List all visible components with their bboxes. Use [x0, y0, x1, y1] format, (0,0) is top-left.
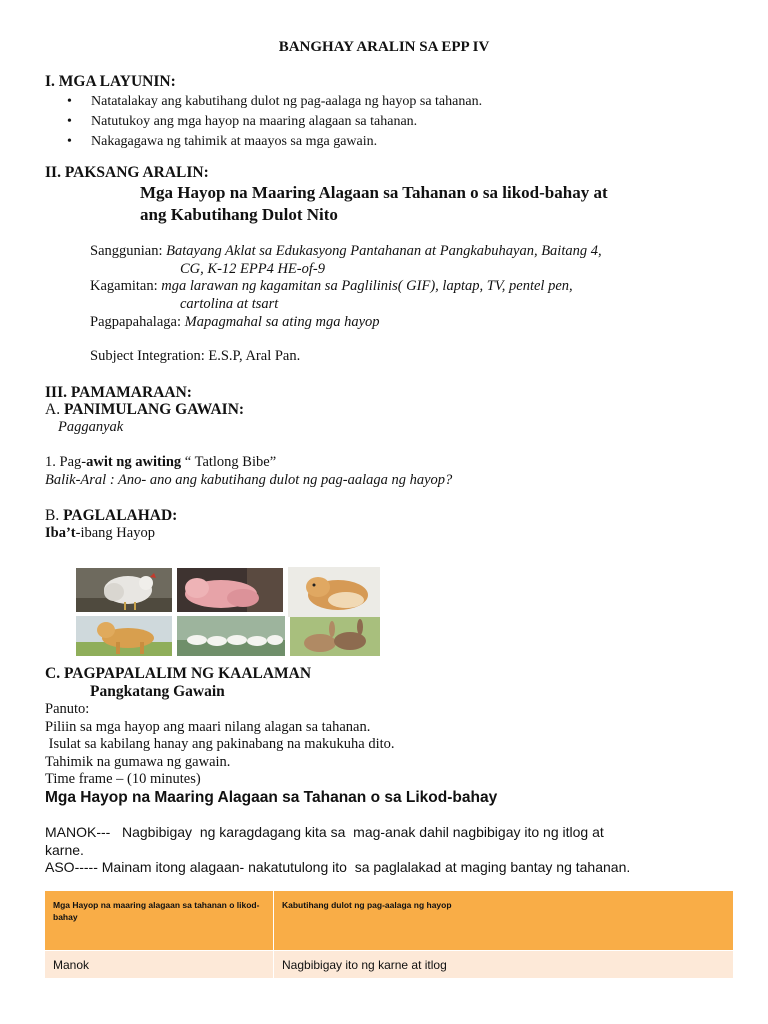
objective-item: • Natatalakay ang kabutihang dulot ng pag-aalaga ng hayop sa tahanan. [67, 92, 482, 112]
balik-aral: Balik-Aral : Ano- ano ang kabutihang dulot ng pag-aalaga ng hayop? [45, 472, 453, 488]
dog-photo [76, 616, 172, 656]
sanggunian-row [90, 243, 602, 260]
manok-description: MANOK--- Nagbibigay ng karagdagang kita sa mag-anak dahil nagbibigay ito ng itlog at [45, 824, 604, 840]
iba-rest: -ibang Hayop [75, 525, 155, 541]
part-a-title: PANIMULANG GAWAIN: [63, 401, 245, 418]
aso-description: ASO----- Mainam itong alagaan- nakatutulong ito sa paglalakad at maging bantay ng tahanan. [45, 859, 631, 875]
iba-ibang-hayop [45, 525, 155, 542]
topic-line-1: Mga Hayop na Maaring Alagaan sa Tahanan o sa likod-bahay at [140, 183, 608, 202]
section-1-heading: I. MGA LAYUNIN: [45, 73, 176, 90]
kagamitan-row [90, 278, 573, 295]
manok-description-cont: karne. [45, 842, 84, 858]
song-activity [45, 454, 276, 471]
objectives-list [67, 92, 482, 152]
song-title: “ Tatlong Bibe” [181, 454, 277, 470]
part-b-prefix: B. [45, 507, 60, 524]
part-b-title: PAGLALAHAD: [63, 507, 178, 524]
pagpapahalaga-label: Pagpapahalaga: [90, 314, 181, 330]
hamster-photo [288, 567, 380, 617]
objective-item: • Nakagagawa ng tahimik at maayos sa mga gawain. [67, 132, 482, 152]
section-3-heading: III. PAMAMARAAN: [45, 384, 192, 401]
instruction-2: Isulat sa kabilang hanay ang pakinabang na makukuha dito. [45, 736, 395, 752]
panuto-label: Panuto: [45, 701, 90, 717]
instruction-1: Piliin sa mga hayop ang maari nilang alagan sa tahanan. [45, 719, 371, 735]
section-2-heading: II. PAKSANG ARALIN: [45, 164, 209, 181]
kagamitan-label: Kagamitan: [90, 278, 158, 294]
subject-integration: Subject Integration: E.S.P, Aral Pan. [90, 348, 301, 364]
table-cell-animal: Manok [45, 951, 274, 979]
part-a-prefix: A. [45, 401, 61, 418]
column-header-benefits: Kabutihang dulot ng pag-aalaga ng hayop [274, 891, 734, 951]
document-title: BANGHAY ARALIN SA EPP IV [278, 39, 490, 55]
subtitle-animals: Mga Hayop na Maaring Alagaan sa Tahanan o sa Likod-bahay [45, 789, 498, 806]
instruction-3: Tahimik na gumawa ng gawain. [45, 754, 231, 770]
sanggunian-value-cont: CG, K-12 EPP4 HE-of-9 [180, 261, 325, 277]
rabbits-photo [290, 617, 380, 656]
panimulang-gawain-heading [45, 401, 244, 419]
kagamitan-value-cont: cartolina at tsart [180, 296, 279, 312]
objective-item: • Natutukoy ang mga hayop na maaring alagaan sa tahanan. [67, 112, 482, 132]
iba-bold: Iba’t [45, 525, 76, 541]
pagpapalalim-heading: C. PAGPAPALALIM NG KAALAMAN [45, 665, 312, 682]
ducks-photo [177, 616, 285, 656]
paglalahad-heading [45, 507, 177, 525]
sanggunian-label: Sanggunian: [90, 243, 163, 259]
kagamitan-value: mga larawan ng kagamitan sa Paglilinis( GIF), laptap, TV, pentel pen, [161, 278, 573, 294]
column-header-animals: Mga Hayop na maaring alagaan sa tahanan o likod-bahay [45, 891, 274, 951]
song-bold: awit ng awiting [86, 454, 182, 470]
table-row [45, 951, 734, 979]
animals-benefits-table [45, 891, 734, 978]
time-frame: Time frame – (10 minutes) [45, 771, 201, 787]
pagpapahalaga-row [90, 314, 380, 331]
song-prefix: 1. Pag- [45, 454, 87, 470]
pangkatang-gawain: Pangkatang Gawain [90, 683, 225, 700]
pagganyak-label: Pagganyak [58, 419, 124, 435]
table-header-row [45, 891, 734, 951]
sanggunian-value: Batayang Aklat sa Edukasyong Pantahanan at Pangkabuhayan, Baitang 4, [166, 243, 602, 259]
table-cell-benefit: Nagbibigay ito ng karne at itlog [274, 951, 734, 979]
pig-photo [177, 568, 283, 612]
chicken-photo [76, 568, 172, 612]
pagpapahalaga-value: Mapagmahal sa ating mga hayop [184, 314, 380, 330]
topic-line-2: ang Kabutihang Dulot Nito [140, 205, 338, 224]
